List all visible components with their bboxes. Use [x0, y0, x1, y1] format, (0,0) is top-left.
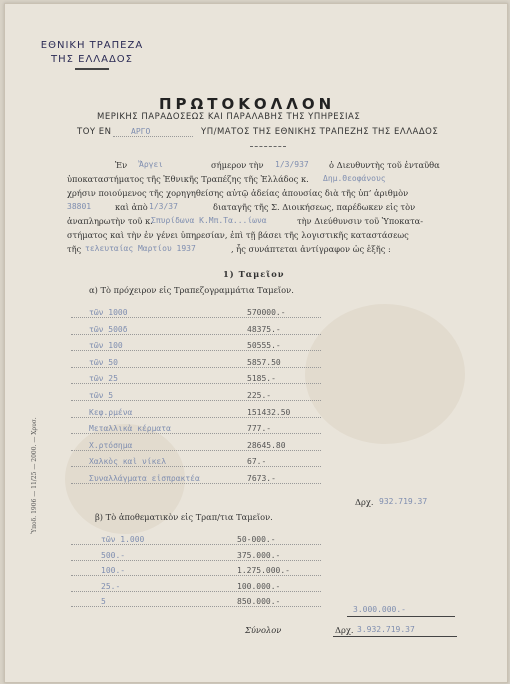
row-label: Χαλκὸς καὶ νίκελ — [89, 457, 167, 467]
row-amount: 570000.- — [247, 308, 286, 317]
filled-place: Ἄργει — [139, 160, 164, 169]
row-leader — [71, 483, 321, 484]
row-leader — [71, 450, 321, 451]
branch-line-prefix: ΤΟΥ ΕΝ — [77, 127, 112, 137]
reserve-total-rule — [347, 616, 455, 617]
row-leader — [71, 350, 321, 351]
bank-name-line1: ΕΘΝΙΚΗ ΤΡΑΠΕΖΑ — [40, 40, 144, 51]
section-b-title: β) Τὸ ἀποθεματικὸν εἰς Τραπ/τια Ταμεῖον. — [95, 512, 273, 522]
row-label: τῶν 5 — [89, 391, 114, 400]
row-label: τῶν 500δ — [89, 324, 128, 334]
row-amount: 67.- — [247, 457, 267, 467]
filled-date: τελευταίας Μαρτίου 1937 — [85, 244, 196, 253]
row-amount: 5857.50 — [247, 357, 281, 367]
page-subtitle: ΜΕΡΙΚΗΣ ΠΑΡΑΔΟΣΕΩΣ ΚΑΙ ΠΑΡΑΛΑΒΗΣ ΤΗΣ ΥΠΗΡΕΣΙΑΣ — [97, 112, 361, 122]
row-amount: 28645.80 — [247, 440, 286, 450]
row-amount: 48375.- — [247, 324, 281, 334]
row-leader — [71, 591, 321, 592]
row-label: τῶν 25 — [89, 374, 118, 384]
row-amount: 50555.- — [247, 341, 281, 351]
body-text: ὑποκαταστήματος τῆς Ἐθνικῆς Τραπέζης τῆς Ἑλλάδος κ. — [67, 174, 309, 184]
row-amount: 1.275.000.- — [237, 566, 290, 575]
row-leader — [71, 334, 321, 335]
body-text: ὁ Διευθυντὴς τοῦ ἐνταῦθα — [329, 160, 440, 170]
row-label: τῶν 100 — [89, 341, 123, 351]
row-label: 5 — [101, 597, 106, 606]
body-text: σήμερον τὴν — [211, 160, 264, 170]
body-text: ἀναπληρωτὴν τοῦ κ. — [67, 216, 153, 226]
row-leader — [71, 575, 321, 576]
row-amount: 375.000.- — [237, 550, 281, 560]
body-text: διαταγῆς τῆς Σ. Διοικήσεως, παρέδωκεν εἰς τὸν — [213, 202, 416, 212]
subtotal-label: Δρχ. — [355, 497, 374, 507]
body-text: τὴν Διεύθυνσιν τοῦ Ὑποκατα- — [297, 216, 424, 226]
row-amount: 7673.- — [247, 474, 276, 483]
header-dash — [250, 146, 286, 147]
row-amount: 5185.- — [247, 374, 276, 384]
row-label: τῶν 1000 — [89, 308, 128, 317]
row-leader — [71, 317, 321, 318]
row-label: τῶν 1.000 — [101, 535, 145, 544]
row-leader — [71, 560, 321, 561]
row-amount: 100.000.- — [237, 581, 281, 591]
row-label: Συναλλάγματα εἰσπρακτέα — [89, 474, 200, 483]
row-amount: 225.- — [247, 391, 272, 400]
row-leader — [71, 544, 321, 545]
grand-total-label: Δρχ. — [335, 625, 354, 635]
filled-date: 1/3/37 — [149, 202, 178, 211]
filled-date: 1/3/937 — [275, 160, 309, 169]
row-leader — [71, 367, 321, 368]
section-a-title: α) Τὸ πρόχειρον εἰς Τραπεζογραμμάτια Ταμεῖον. — [89, 285, 294, 295]
row-label: τῶν 50 — [89, 357, 118, 367]
row-leader — [71, 383, 321, 384]
paper-stain — [305, 304, 465, 444]
row-leader — [71, 466, 321, 467]
page-title: ΠΡΩΤΟΚΟΛΛΟΝ — [159, 95, 336, 113]
document-page — [4, 3, 508, 683]
row-amount: 777.- — [247, 424, 272, 434]
branch-line-dots — [113, 136, 193, 137]
body-text: καὶ ἀπὸ — [115, 202, 148, 212]
body-text: τῆς — [67, 244, 82, 254]
row-amount: 151432.50 — [247, 407, 291, 417]
header-divider — [75, 68, 109, 70]
row-leader — [71, 433, 321, 434]
row-leader — [71, 400, 321, 401]
grand-total-value: 3.932.719.37 — [357, 625, 415, 634]
branch-line-suffix: ΥΠ/ΜΑΤΟΣ ΤΗΣ ΕΘΝΙΚΗΣ ΤΡΑΠΕΖΗΣ ΤΗΣ ΕΛΛΑΔΟΣ — [201, 127, 439, 137]
branch-name: ΑΡΓΟ — [131, 127, 151, 136]
row-amount: 50-000.- — [237, 535, 276, 544]
filled-name: Σπυρίδωνα Κ.Μπ.Τα...ίωνα — [151, 216, 267, 225]
body-text: χρήσιν ποιούμενος τῆς χορηγηθείσης αὐτῷ ἀδείας ἀπουσίας διὰ τῆς ὑπ’ ἀριθμὸν — [67, 188, 409, 198]
filled-number: 38801 — [67, 202, 92, 211]
reserve-total: 3.000.000.- — [353, 605, 406, 614]
grand-total-rule — [333, 636, 457, 637]
body-text: στήματος καὶ τὴν ἐν γένει ὑπηρεσίαν, ἐπὶ τῇ βάσει τῆς λογιστικῆς καταστάσεως — [67, 230, 409, 240]
bank-name-line2: ΤΗΣ ΕΛΛΑΔΟΣ — [51, 54, 133, 65]
body-text: Ἐν — [115, 160, 128, 170]
subtotal-value: 932.719.37 — [379, 497, 428, 506]
row-label: Μεταλλικὰ κέρματα — [89, 424, 171, 434]
filled-name: Δημ.Θεοφάνους — [323, 174, 386, 183]
row-label: 100.- — [101, 566, 126, 575]
body-text: , ἧς συνάπτεται ἀντίγραφον ὡς ἑξῆς : — [231, 244, 391, 254]
row-amount: 850.000.- — [237, 597, 281, 606]
row-leader — [71, 417, 321, 418]
printer-margin-note: Ὑποδ. 1906 — 11/25 — 2000. — Χρυσ. — [31, 417, 38, 534]
total-label: Σύνολον — [245, 625, 282, 635]
row-label: Κεφ.ρμένα — [89, 407, 133, 417]
row-label: 500.- — [101, 550, 126, 560]
row-label: 25.- — [101, 581, 121, 591]
section-title: 1) Ταμεῖον — [223, 269, 285, 279]
row-leader — [71, 606, 321, 607]
row-label: Χ.ρτόσημα — [89, 440, 133, 450]
